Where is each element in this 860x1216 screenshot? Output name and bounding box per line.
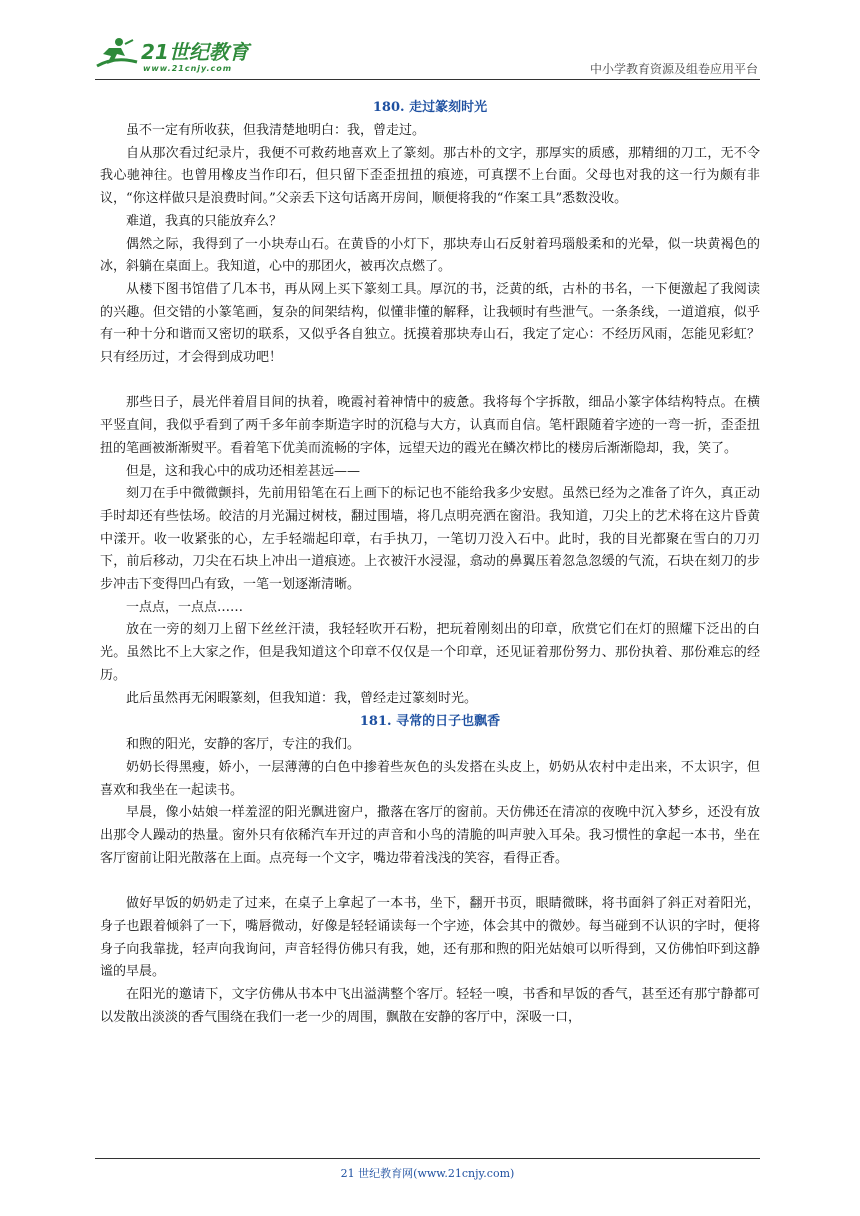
paragraph: 奶奶长得黑瘦，娇小，一层薄薄的白色中掺着些灰色的头发搭在头皮上，奶奶从农村中走出来，不太识字，但喜欢和我坐在一起读书。 (100, 759, 760, 798)
paragraph: 在阳光的邀请下，文字仿佛从书本中飞出溢满整个客厅。轻轻一嗅，书香和早饭的香气，甚至还有那宁静都可以发散出淡淡的香气围绕在我们一老一少的周围，飘散在安静的客厅中，深吸一口， (100, 986, 760, 1025)
paragraph: 那些日子，晨光伴着眉目间的执着，晚霞衬着神情中的疲惫。我将每个字拆散，细品小篆字体结构特点。在横平竖直间，我似乎看到了两千多年前李斯造字时的沉稳与大方，认真而自信。笔杆跟随着字迹的一弯一折，歪歪扭扭的笔画被渐渐熨平。看着笔下优美而流畅的字体，远望天边的霞光在鳞次栉比的楼房后渐渐隐却，我，笑了。 (100, 395, 760, 456)
paragraph: 放在一旁的刻刀上留下丝丝汗渍，我轻轻吹开石粉，把玩着刚刻出的印章，欣赏它们在灯的照耀下泛出的白光。虽然比不上大家之作，但是我知道这个印章不仅仅是一个印章，还见证着那份努力、那份执着、那份难忘的经历。 (100, 622, 760, 683)
section-181 (100, 710, 760, 1029)
blank-line (100, 870, 760, 893)
platform-name: 中小学教育资源及组卷应用平台 (589, 62, 758, 76)
paragraph: 从楼下图书馆借了几本书，再从网上买下篆刻工具。厚沉的书，泛黄的纸，古朴的书名，一下便激起了我阅读的兴趣。但交错的小篆笔画，复杂的间架结构，似懂非懂的解释，让我顿时有些泄气。一条条线，一道道痕，似乎有一种十分和谐而又密切的联系，又似乎各自独立。抚摸着那块寿山石，我定了定心：不经历风雨，怎能见彩虹？只有经历过，才会得到成功吧！ (100, 281, 760, 366)
paragraph: 做好早饭的奶奶走了过来，在桌子上拿起了一本书，坐下，翻开书页，眼睛微眯，将书面斜了斜正对着阳光，身子也跟着倾斜了一下，嘴唇微动，好像是轻轻诵读每一个字迹，体会其中的微妙。每当碰到不认识的字时，便将身子向我靠拢，轻声向我询问，声音轻得仿佛只有我，她，还有那和煦的阳光姑娘可以听得到，又仿佛怕吓到这静谧的早晨。 (100, 896, 760, 980)
section-180 (100, 96, 760, 710)
paragraph: 一点点，一点点…… (126, 599, 244, 615)
paragraph: 偶然之际，我得到了一小块寿山石。在黄昏的小灯下，那块寿山石反射着玛瑙般柔和的光晕，似一块黄褐色的冰，斜躺在桌面上。我知道，心中的那团火，被再次点燃了。 (100, 236, 760, 275)
paragraph: 刻刀在手中微微颤抖，先前用铅笔在石上画下的标记也不能给我多少安慰。虽然已经为之准备了许久，真正动手时却还有些怯场。皎洁的月光漏过树枝，翻过围墙，将几点明亮洒在窗沿。我知道，刀尖上的艺术将在这片昏黄中漾开。收一收紧张的心，左手轻端起印章，右手执刀，一笔切刀没入石中。此时，我的目光都聚在雪白的刀刃下，前后移动，刀尖在石块上冲出一道痕迹。上衣被汗水浸湿，翕动的鼻翼压着忽急忽缓的气流，石块在刻刀的步步冲击下变得凹凸有致，一笔一划逐渐清晰。 (100, 486, 760, 593)
section-title: 180. 走过篆刻时光 (372, 100, 488, 115)
paragraph: 虽不一定有所收获，但我清楚地明白：我，曾走过。 (126, 123, 426, 138)
page-header (95, 30, 760, 80)
logo-url: www.21cnjy.com (143, 64, 233, 73)
document-body (100, 96, 760, 1029)
runner-logo-icon (95, 36, 139, 72)
paragraph: 自从那次看过纪录片，我便不可救药地喜欢上了篆刻。那古朴的文字，那厚实的质感，那精细的刀工，无不令我心驰神往。也曾用橡皮当作印石，但只留下歪歪扭扭的痕迹，可真摆不上台面。父母也对我的这一行为颇有非议，“你这样做只是浪费时间。”父亲丢下这句话离开房间，顺便将我的“作案工具”悉数没收。 (100, 145, 760, 207)
paragraph: 难道，我真的只能放弃么？ (126, 213, 283, 229)
logo-title: 21世纪教育 (141, 40, 249, 64)
paragraph: 此后虽然再无闲暇篆刻，但我知道：我，曾经走过篆刻时光。 (126, 690, 478, 706)
footer-divider (95, 1158, 760, 1159)
header-divider (95, 79, 760, 80)
logo[interactable] (95, 34, 265, 74)
footer-text: 21 世纪教育网(www.21cnjy.com) (340, 1167, 515, 1180)
blank-line (100, 370, 760, 393)
section-title: 181. 寻常的日子也飘香 (359, 714, 501, 730)
paragraph: 和煦的阳光，安静的客厅，专注的我们。 (126, 737, 361, 753)
paragraph: 早晨，像小姑娘一样羞涩的阳光飘进窗户，撒落在客厅的窗前。天仿佛还在清凉的夜晚中沉入梦乡，还没有放出那令人躁动的热量。窗外只有依稀汽车开过的声音和小鸟的清脆的叫声驶入耳朵。我习惯性的拿起一本书，坐在客厅窗前让阳光散落在上面。点亮每一个文字，嘴边带着浅浅的笑容，看得正香。 (100, 805, 760, 866)
paragraph: 但是，这和我心中的成功还相差甚远—— (126, 463, 361, 479)
